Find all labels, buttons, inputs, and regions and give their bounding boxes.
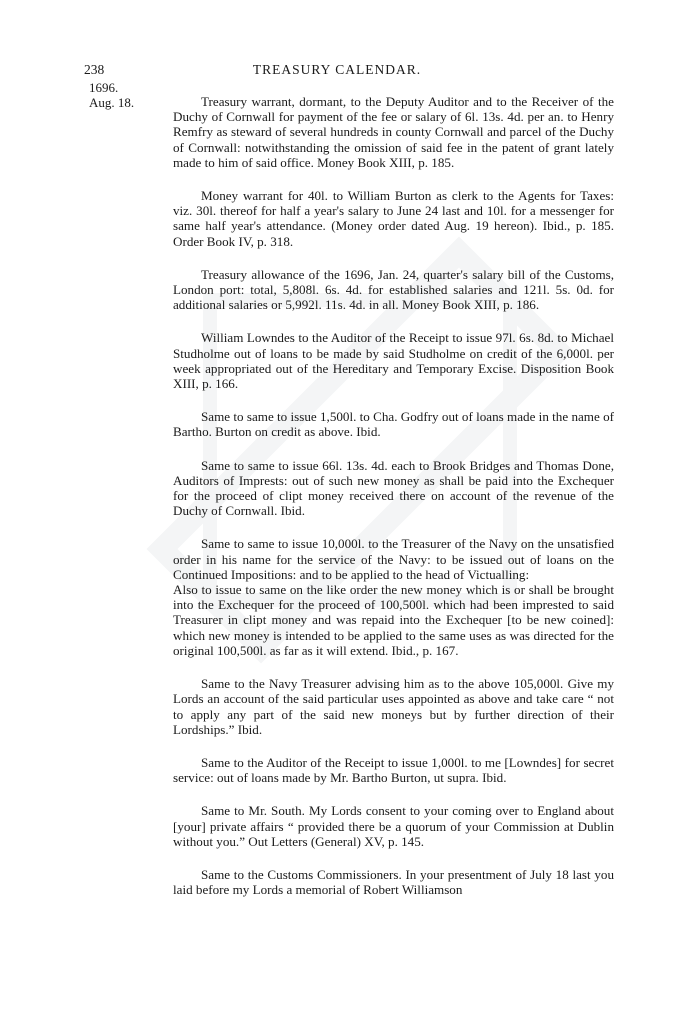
margin-date: Aug. 18. xyxy=(89,95,135,110)
entry-paragraph-continuation: Also to issue to same on the like order the new money which is or shall be brought into the Exchequer for the proceed of 100,500l. which had been imprested to said Treasurer in clipt money and was repaid into the Exchequer [to be new coined]: which new money is intended to be applied to the same uses as was directed for the original 100,500l. as far as it will extend. Ibid., p. 167. xyxy=(173,582,614,658)
entry-paragraph: Same to the Auditor of the Receipt to issue 1,000l. to me [Lowndes] for secret service: out of loans made by Mr. Bartho Burton, ut supra. Ibid. xyxy=(173,754,614,786)
entry-paragraph: Same to same to issue 66l. 13s. 4d. each to Brook Bridges and Thomas Done, Auditors of Imprests: out of such new money as shall be paid into the Exchequer for the proceed of clipt money received there on account of the revenue of the Duchy of Cornwall. Ibid. xyxy=(173,457,614,519)
entry-paragraph: Same to the Navy Treasurer advising him as to the above 105,000l. Give my Lords an account of the said particular uses appointed as above and take care “ not to apply any part of the said new moneys but by further direction of their Lordships.” Ibid. xyxy=(173,676,614,737)
entry-paragraph: Treasury allowance of the 1696, Jan. 24, quarter's salary bill of the Customs, London port: total, 5,808l. 6s. 4d. for established salaries and 121l. 5s. 0d. for additional salaries or 5,992l. 11s. 4d. in all. Money Book XIII, p. 186. xyxy=(173,266,614,313)
running-head: TREASURY CALENDAR. xyxy=(252,62,422,77)
entry-paragraph: Treasury warrant, dormant, to the Deputy Auditor and to the Receiver of the Duchy of Cornwall for payment of the fee or salary of 6l. 13s. 4d. per an. to Henry Remfry as steward of several hundreds in county Cornwall and parcel of the Duchy of Cornwall: notwithstanding the omission of said fee in the patent of grant lately made to him of said office. Money Book XIII, p. 185. xyxy=(173,94,614,170)
page-number: 238 xyxy=(84,62,105,77)
entry-paragraph: William Lowndes to the Auditor of the Receipt to issue 97l. 6s. 8d. to Michael Studholme out of loans to be made by said Studholme on credit of the 6,000l. per week appropriated out of the Hereditary and Temporary Excise. Disposition Book XIII, p. 166. xyxy=(173,330,614,392)
margin-year: 1696. xyxy=(89,80,119,95)
entry-paragraph: Same to Mr. South. My Lords consent to your coming over to England about [your] private affairs “ provided there be a quorum of your Commission at Dublin without you.” Out Letters (General) XV, p. 145. xyxy=(173,803,614,849)
entry-paragraph: Money warrant for 40l. to William Burton as clerk to the Agents for Taxes: viz. 30l. thereof for half a year's salary to June 24 last and 10l. for a messenger for same half year's attendance. (Money order dated Aug. 19 hereon). Ibid., p. 185. Order Book IV, p. 318. xyxy=(173,188,614,249)
page-header xyxy=(0,62,674,82)
entry-paragraph: Same to same to issue 10,000l. to the Treasurer of the Navy on the unsatisfied order in his name for the service of the Navy: to be issued out of loans on the Continued Impositions: and to be applied to the head of Victualling: xyxy=(173,536,614,582)
entry-paragraph: Same to the Customs Commissioners. In your presentment of July 18 last you laid before my Lords a memorial of Robert Williamson xyxy=(173,866,614,898)
entry-list xyxy=(173,94,614,897)
entry-paragraph: Same to same to issue 1,500l. to Cha. Godfry out of loans made in the name of Bartho. Burton on credit as above. Ibid. xyxy=(173,409,614,440)
